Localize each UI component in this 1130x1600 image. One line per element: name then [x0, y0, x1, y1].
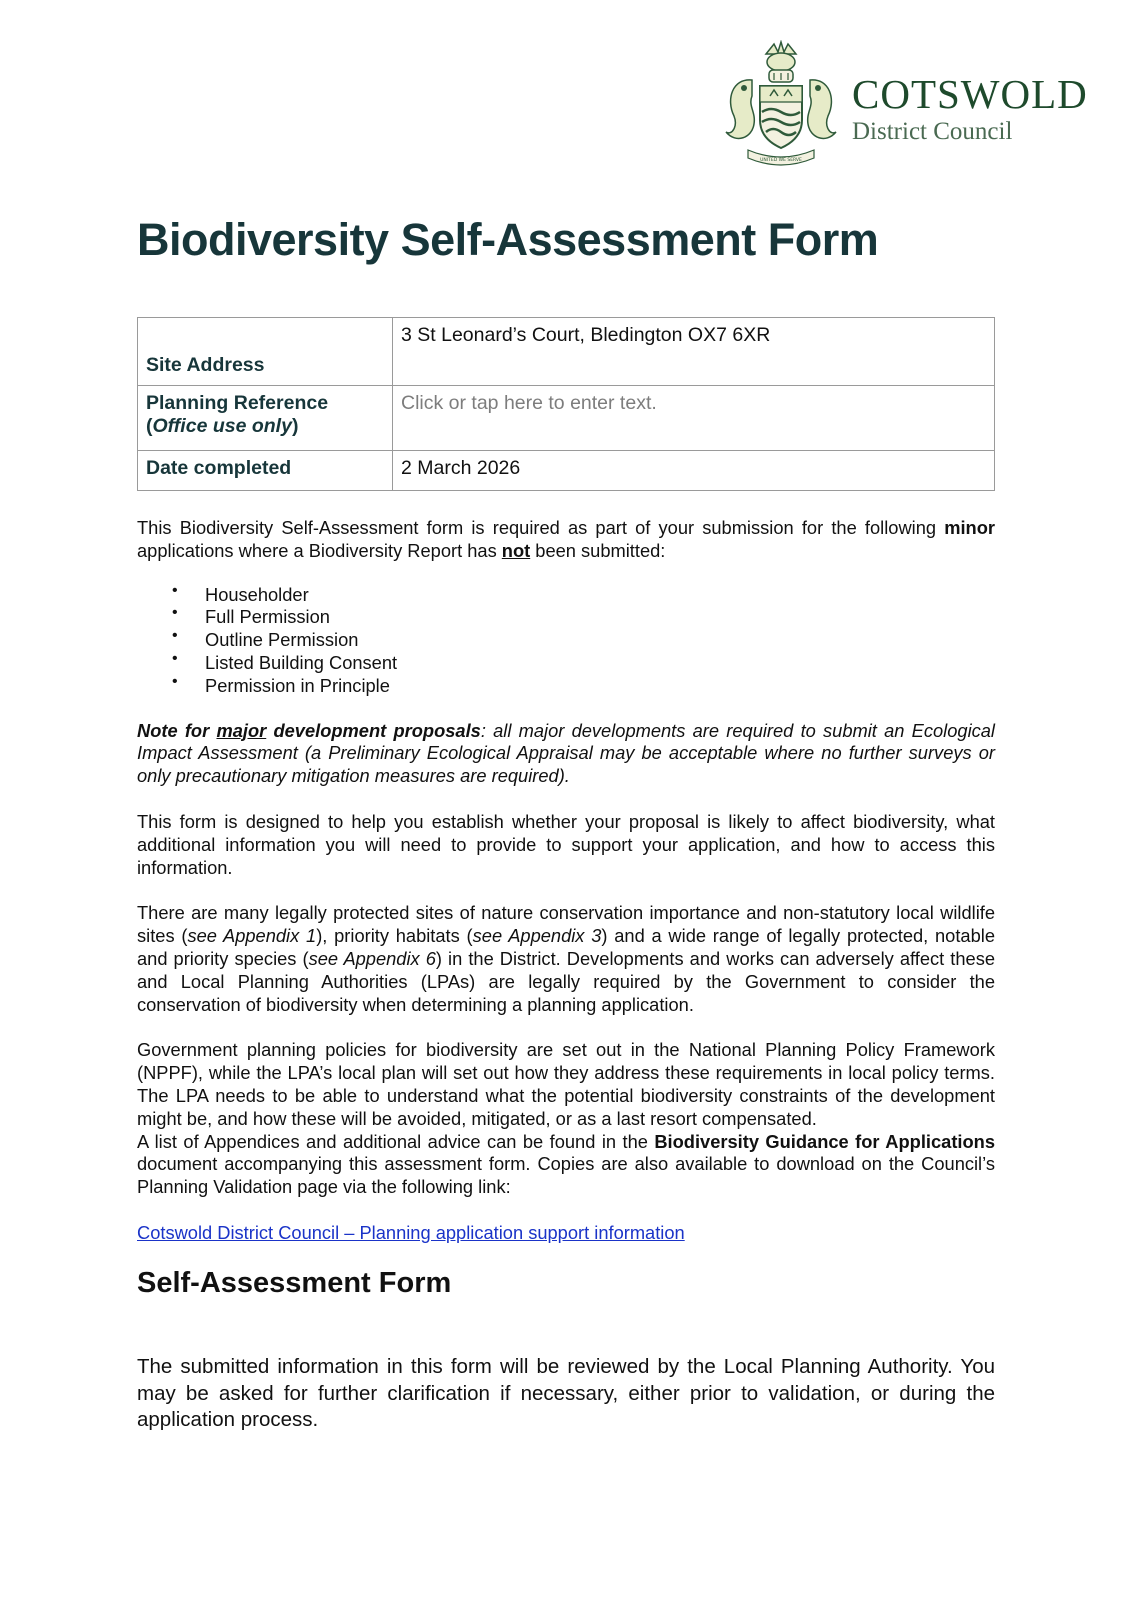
- form-purpose-paragraph: This form is designed to help you establish whether your proposal is likely to affect biodiversity, what additional information you will need to provide to support your application, and how to access this information.: [137, 810, 995, 878]
- closing-paragraph: The submitted information in this form will be reviewed by the Local Planning Authority. You may be asked for further clarification if necessary, either prior to validation, or during the application process.: [137, 1355, 995, 1431]
- office-use-note: Office use only: [152, 415, 292, 437]
- site-address-label: Site Address: [138, 318, 393, 386]
- list-item: [137, 649, 995, 675]
- bullet-icon: •: [172, 604, 178, 622]
- appendices-paragraph: [137, 1131, 995, 1199]
- note-lead: Note for: [137, 719, 217, 741]
- intro-paragraph: [137, 517, 995, 563]
- council-wordmark: [852, 72, 1088, 147]
- site-address-field[interactable]: 3 St Leonard’s Court, Bledington OX7 6XR: [393, 318, 995, 386]
- list-item-label: Full Permission: [205, 606, 330, 628]
- date-completed-label: Date completed: [138, 451, 393, 491]
- guidance-document-name: Biodiversity Guidance for Applications: [654, 1130, 995, 1152]
- intro-minor: minor: [944, 517, 995, 538]
- page-title: Biodiversity Self-Assessment Form: [137, 214, 879, 265]
- note-major: major: [216, 719, 267, 741]
- planning-support-link[interactable]: Cotswold District Council – Planning application support information: [137, 1221, 685, 1243]
- table-row: [138, 318, 995, 386]
- planning-reference-field[interactable]: Click or tap here to enter text.: [393, 386, 995, 451]
- section-title: Self-Assessment Form: [137, 1267, 452, 1299]
- form-body: [137, 517, 995, 1268]
- intro-text-2: applications where a Biodiversity Report has: [137, 539, 502, 561]
- council-logo: [722, 40, 1122, 170]
- list-item-label: Permission in Principle: [205, 674, 390, 696]
- intro-text-3: been submitted:: [530, 539, 666, 561]
- note-lead-2: development proposals: [266, 719, 481, 741]
- list-item-label: Listed Building Consent: [205, 651, 398, 673]
- list-item: [137, 672, 995, 698]
- svg-text:UNITED WE SERVE: UNITED WE SERVE: [760, 158, 802, 163]
- appendix-ref-1: see Appendix 1: [187, 925, 317, 947]
- note-text: : all major developments are required to submit an Ecological Impact Assessment (a Preliminary Ecological Appraisal may be acceptable where no further surveys or only precautionary mitigation measures are required).: [137, 719, 995, 787]
- list-item-label: Outline Permission: [205, 629, 359, 651]
- sites-text-4: ) in the District. Developments and works can adversely affect these and Local Planning Authorities (LPAs) are legally required by the Government to consider the conservation of biodiversity when determining a planning application.: [137, 947, 996, 1015]
- bullet-icon: •: [172, 627, 178, 645]
- list-item: [137, 606, 995, 629]
- list-item: [137, 581, 995, 607]
- bullet-icon: •: [172, 672, 178, 690]
- bullet-icon: •: [172, 649, 178, 667]
- list-item: [137, 629, 995, 652]
- council-subtitle: District Council: [852, 118, 1013, 145]
- planning-reference-label: Planning Reference (Office use only): [138, 386, 393, 451]
- sites-text-3: ) and a wide range of legally protected, notable and priority species (: [137, 925, 995, 969]
- bullet-icon: •: [172, 581, 178, 599]
- sites-text-2: ), priority habitats (: [316, 925, 473, 947]
- major-development-note: [137, 720, 995, 788]
- policy-paragraph: Government planning policies for biodiversity are set out in the National Planning Policy Framework (NPPF), while the LPA’s local plan will set out how they address these requirements in local policy terms. The LPA needs to be able to understand what the potential biodiversity constraints of the development might be, and how these will be avoided, mitigated, or as a last resort compensated.: [137, 1039, 995, 1129]
- date-completed-field[interactable]: 2 March 2026: [393, 451, 995, 491]
- appendix-ref-3: see Appendix 3: [472, 925, 602, 947]
- council-crest-icon: [722, 40, 840, 168]
- table-row: [138, 451, 995, 491]
- link-paragraph: [137, 1222, 995, 1245]
- sites-text-1: There are many legally protected sites of nature conservation importance and non-statutory local wildlife sites (: [137, 902, 995, 947]
- intro-not: not: [501, 539, 531, 561]
- protected-sites-paragraph: [137, 902, 995, 1016]
- list-item-label: Householder: [205, 583, 309, 605]
- intro-text-1: This Biodiversity Self-Assessment form is required as part of your submission for the following: [137, 517, 945, 538]
- appendices-text-2: document accompanying this assessment form. Copies are also available to download on the Council’s Planning Validation page via the following link:: [137, 1153, 995, 1198]
- appendices-text-1: A list of Appendices and additional advice can be found in the: [137, 1130, 655, 1152]
- application-type-list: [137, 581, 995, 698]
- table-row: [138, 386, 995, 451]
- site-info-table: [137, 317, 995, 491]
- appendix-ref-6: see Appendix 6: [308, 947, 436, 969]
- council-name: COTSWOLD: [852, 71, 1088, 117]
- planning-reference-label-text: Planning Reference: [146, 392, 329, 414]
